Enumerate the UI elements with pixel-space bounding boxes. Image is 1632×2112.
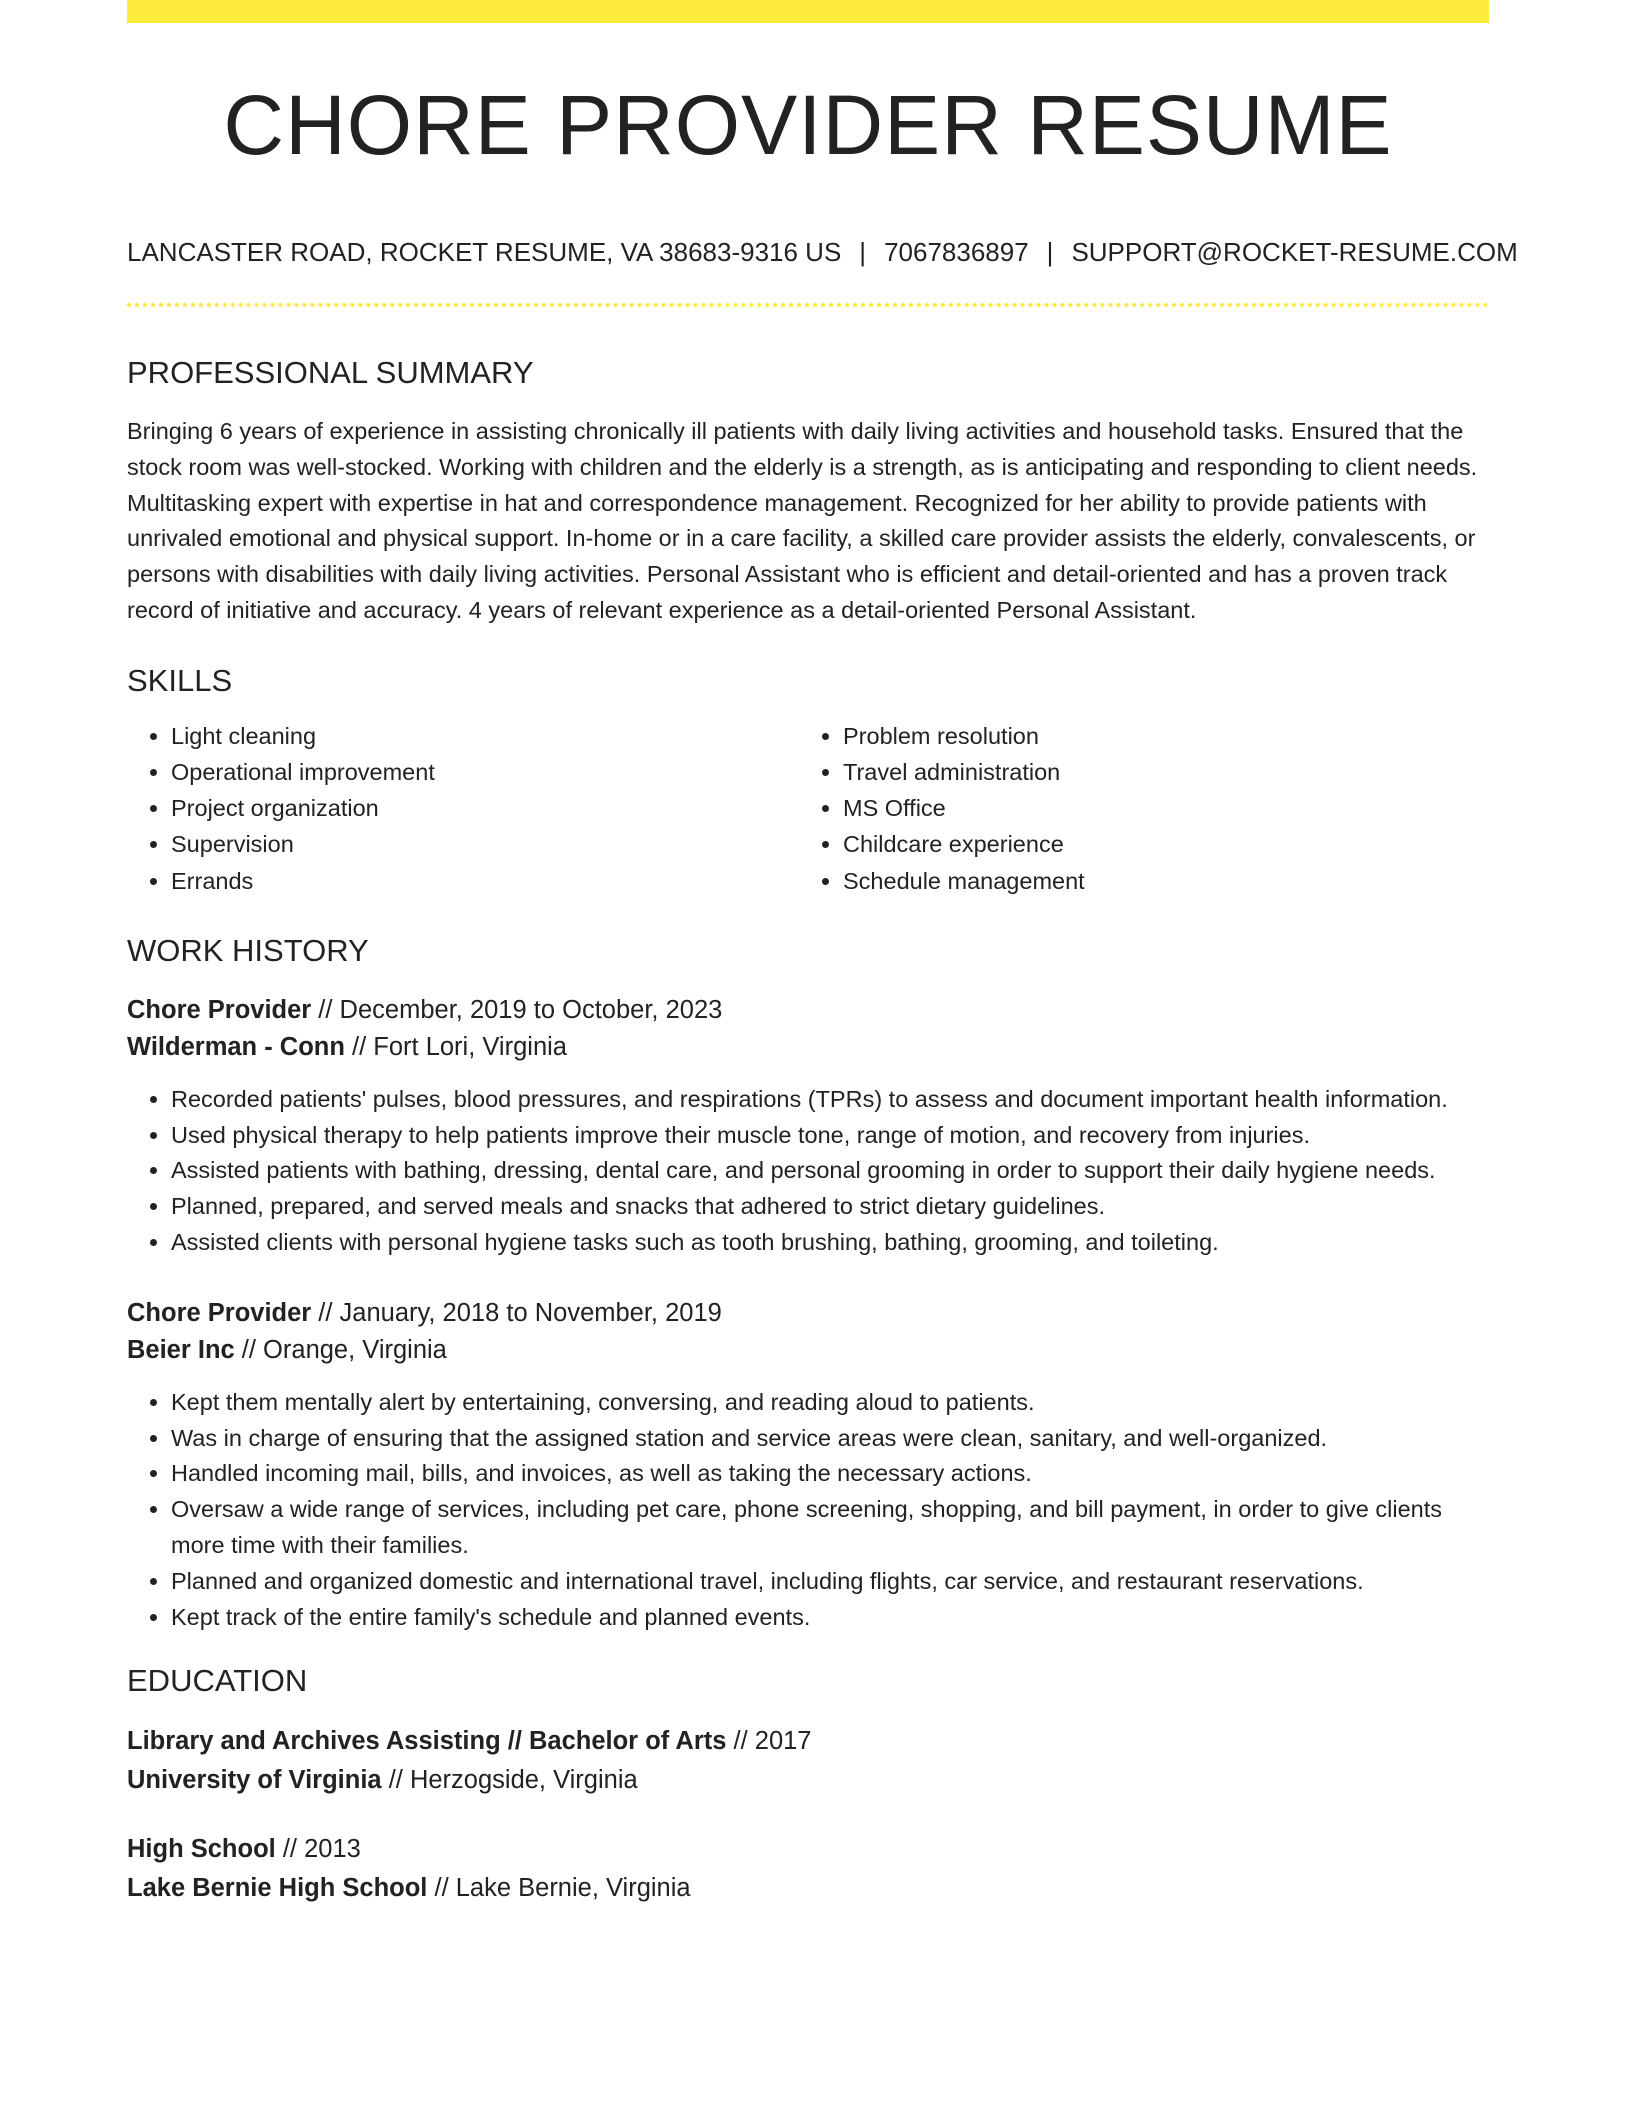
job-entry	[127, 992, 1489, 1261]
resume-title: CHORE PROVIDER RESUME	[223, 78, 1393, 172]
job-bullets	[127, 1385, 1489, 1636]
education-location: // Lake Bernie, Virginia	[427, 1874, 691, 1903]
education-degree-line	[127, 1722, 1489, 1761]
job-bullet: • Assisted clients with personal hygiene tasks such as tooth brushing, bathing, grooming, and toileting.	[171, 1225, 1489, 1261]
job-location: // Orange, Virginia	[234, 1335, 447, 1364]
work-history-heading: WORK HISTORY	[127, 932, 369, 968]
skills-column-right	[799, 718, 1471, 899]
job-bullet: • Handled incoming mail, bills, and invoices, as well as taking the necessary actions.	[171, 1456, 1489, 1492]
contact-separator: |	[859, 237, 867, 267]
job-title-line	[127, 1295, 1489, 1332]
job-dates: // January, 2018 to November, 2019	[311, 1298, 722, 1327]
job-company-line	[127, 1029, 1489, 1066]
job-bullets	[127, 1082, 1489, 1261]
job-bullet: • Used physical therapy to help patients improve their muscle tone, range of motion, and recovery from injuries.	[171, 1118, 1489, 1154]
job-bullet: • Recorded patients' pulses, blood pressures, and respirations (TPRs) to assess and document important health information.	[171, 1082, 1489, 1118]
skill-item: • Project organization	[171, 790, 799, 826]
education-year: // 2013	[275, 1835, 361, 1864]
job-dates: // December, 2019 to October, 2023	[311, 995, 723, 1024]
job-role: Chore Provider	[127, 1298, 312, 1327]
education-degree: Library and Archives Assisting // Bachelor of Arts	[127, 1727, 727, 1756]
education-heading: EDUCATION	[127, 1663, 308, 1699]
skills-list	[127, 718, 1489, 899]
skills-column-left	[127, 718, 799, 899]
education-entry	[127, 1722, 1489, 1800]
dotted-divider	[127, 303, 1489, 307]
skill-item: • Problem resolution	[843, 718, 1471, 754]
education-location: // Herzogside, Virginia	[381, 1766, 638, 1795]
job-role: Chore Provider	[127, 995, 312, 1024]
contact-address: LANCASTER ROAD, ROCKET RESUME, VA 38683-9316 US	[127, 237, 842, 267]
summary-text: Bringing 6 years of experience in assisting chronically ill patients with daily living activities and household tasks. Ensured that the stock room was well-stocked. Working with children and the elderly is a strength, as is anticipating and responding to client needs. Multitasking expert with expertise in hat and correspondence management. Recognized for her ability to provide patients with unrivaled emotional and physical support. In-home or in a care facility, a skilled care provider assists the elderly, convalescents, or persons with disabilities with daily living activities. Personal Assistant who is efficient and detail-oriented and has a proven track record of initiative and accuracy. 4 years of relevant experience as a detail-oriented Personal Assistant.	[127, 418, 1478, 623]
job-title-line	[127, 992, 1489, 1029]
education-school-line	[127, 1869, 1489, 1908]
summary-heading: PROFESSIONAL SUMMARY	[127, 355, 534, 390]
resume-page	[127, 0, 1518, 1908]
education-degree-line	[127, 1830, 1489, 1869]
education-school: Lake Bernie High School	[127, 1874, 428, 1903]
skill-item: • Operational improvement	[171, 754, 799, 790]
job-bullet: • Assisted patients with bathing, dressing, dental care, and personal grooming in order to support their daily hygiene needs.	[171, 1153, 1489, 1189]
job-company: Wilderman - Conn	[127, 1032, 345, 1061]
job-company: Beier Inc	[127, 1335, 235, 1364]
skills-heading: SKILLS	[127, 662, 233, 698]
contact-separator: |	[1046, 237, 1054, 267]
skill-item: • MS Office	[843, 790, 1471, 826]
job-location: // Fort Lori, Virginia	[344, 1032, 567, 1061]
education-school-line	[127, 1761, 1489, 1800]
education-degree: High School	[127, 1835, 276, 1864]
education-school: University of Virginia	[127, 1766, 382, 1795]
contact-line	[127, 237, 1518, 267]
contact-phone: 7067836897	[884, 237, 1029, 267]
education-year: // 2017	[726, 1727, 812, 1756]
contact-email: SUPPORT@ROCKET-RESUME.COM	[1071, 237, 1518, 267]
job-bullet: • Planned and organized domestic and international travel, including flights, car service, and restaurant reservations.	[171, 1564, 1489, 1600]
job-bullet: • Oversaw a wide range of services, including pet care, phone screening, shopping, and bill payment, in order to give clients more time with their families.	[171, 1492, 1489, 1564]
skill-item: • Errands	[171, 863, 799, 899]
skill-item: • Light cleaning	[171, 718, 799, 754]
skill-item: • Travel administration	[843, 754, 1471, 790]
skill-item: • Supervision	[171, 826, 799, 862]
job-bullet: • Kept them mentally alert by entertaining, conversing, and reading aloud to patients.	[171, 1385, 1489, 1421]
education-entry	[127, 1830, 1489, 1908]
job-bullet: • Kept track of the entire family's schedule and planned events.	[171, 1600, 1489, 1636]
skill-item: • Schedule management	[843, 863, 1471, 899]
job-entry	[127, 1295, 1489, 1636]
skill-item: • Childcare experience	[843, 826, 1471, 862]
job-bullet: • Planned, prepared, and served meals and snacks that adhered to strict dietary guidelines.	[171, 1189, 1489, 1225]
job-bullet: • Was in charge of ensuring that the assigned station and service areas were clean, sanitary, and well-organized.	[171, 1421, 1489, 1457]
job-company-line	[127, 1332, 1489, 1369]
accent-bar	[127, 0, 1489, 23]
